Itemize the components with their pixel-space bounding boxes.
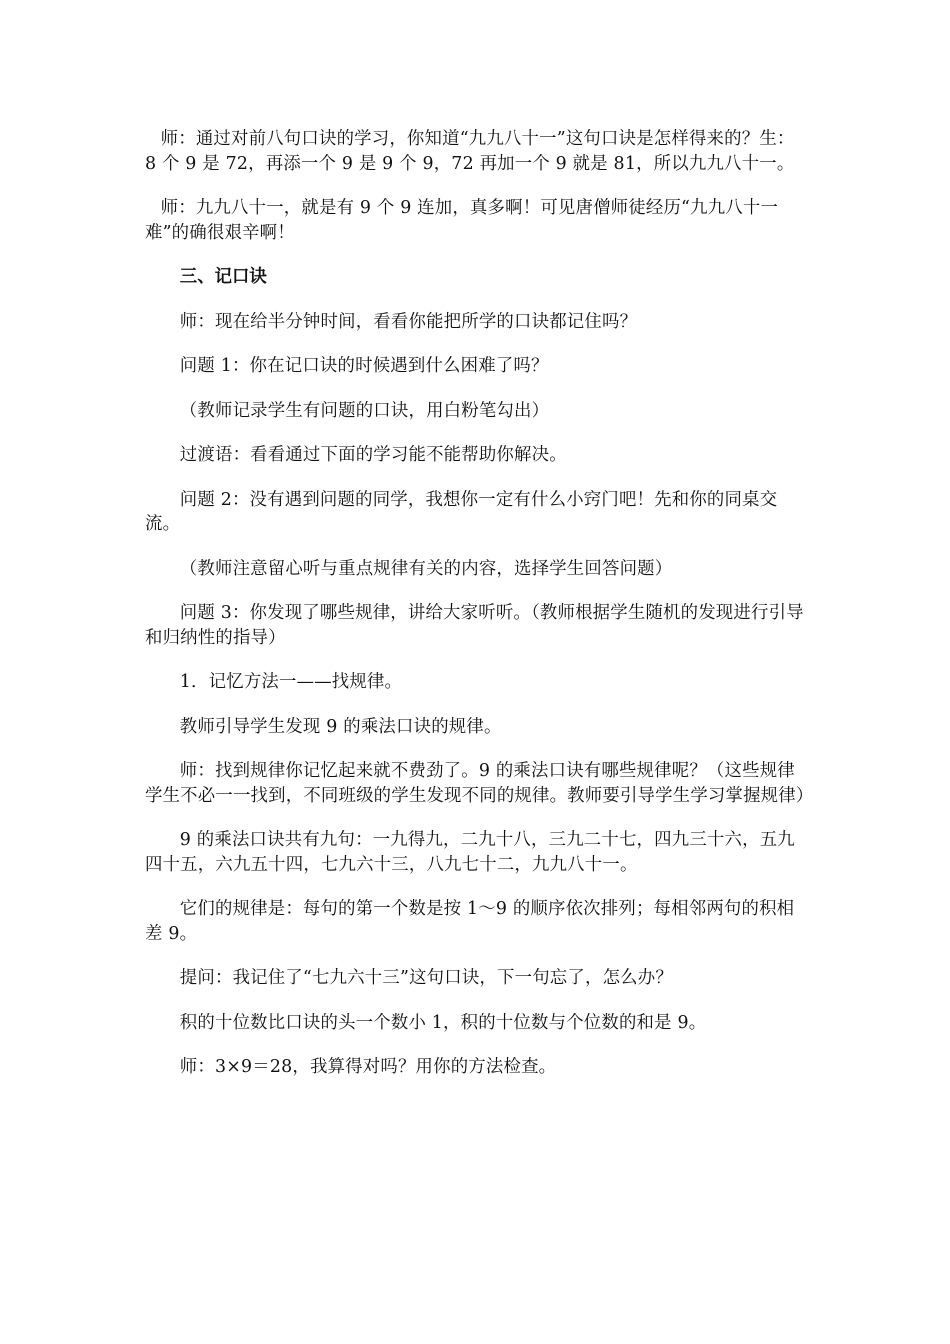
paragraph: 师：3×9＝28，我算得对吗？用你的方法检查。 [179, 1057, 557, 1077]
paragraph: （教师记录学生有问题的口诀，用白粉笔勾出） [179, 400, 550, 421]
paragraph: 1．记忆方法一——找规律。 [179, 672, 403, 692]
paragraph: 师：现在给半分钟时间，看看你能把所学的口诀都记住吗？ [179, 311, 638, 332]
document-body [145, 127, 814, 1100]
paragraph: （教师注意留心听与重点规律有关的内容，选择学生回答问题） [179, 558, 673, 579]
paragraph: 过渡语：看看通过下面的学习能不能帮助你解决。 [179, 445, 567, 465]
paragraph: 提问：我记住了“七九六十三”这句口诀，下一句忘了，怎么办？ [179, 968, 673, 988]
paragraph: 问题 2：没有遇到问题的同学，我想你一定有什么小窍门吧！先和你的同桌交流。 [145, 489, 778, 534]
paragraph: 师：找到规律你记忆起来就不费劲了。9 的乘法口诀有哪些规律呢？（这些规律学生不必一一找到，不同班级的学生发现不同的规律。教师要引导学生学习掌握规律） [145, 761, 814, 806]
paragraph: 9 的乘法口诀共有九句：一九得九，二九十八，三九二十七，四九三十六，五九四十五，六九五十四，七九六十三，八九七十二，九九八十一。 [145, 830, 795, 875]
paragraph: 问题 1：你在记口诀的时候遇到什么困难了吗？ [179, 356, 549, 376]
paragraph: 师：九九八十一，就是有 9 个 9 连加，真多啊！可见唐僧师徒经历“九九八十一难”的确很艰辛啊！ [145, 198, 779, 243]
paragraph: 师：通过对前八句口诀的学习，你知道“九九八十一”这句口诀是怎样得来的？生：8 个 9 是 72，再添一个 9 是 9 个 9，72 再加一个 9 就是 81，所以九九八十一。 [145, 129, 795, 174]
paragraph: 积的十位数比口诀的头一个数小 1，积的十位数与个位数的和是 9。 [179, 1012, 707, 1033]
paragraph: 教师引导学生发现 9 的乘法口诀的规律。 [179, 716, 502, 737]
section-heading: 三、记口诀 [179, 267, 267, 287]
paragraph: 它们的规律是：每句的第一个数是按 1～9 的顺序依次排列；每相邻两句的积相差 9。 [145, 899, 795, 944]
paragraph: 问题 3：你发现了哪些规律，讲给大家听听。（教师根据学生随机的发现进行引导和归纳性的指导） [145, 603, 804, 648]
